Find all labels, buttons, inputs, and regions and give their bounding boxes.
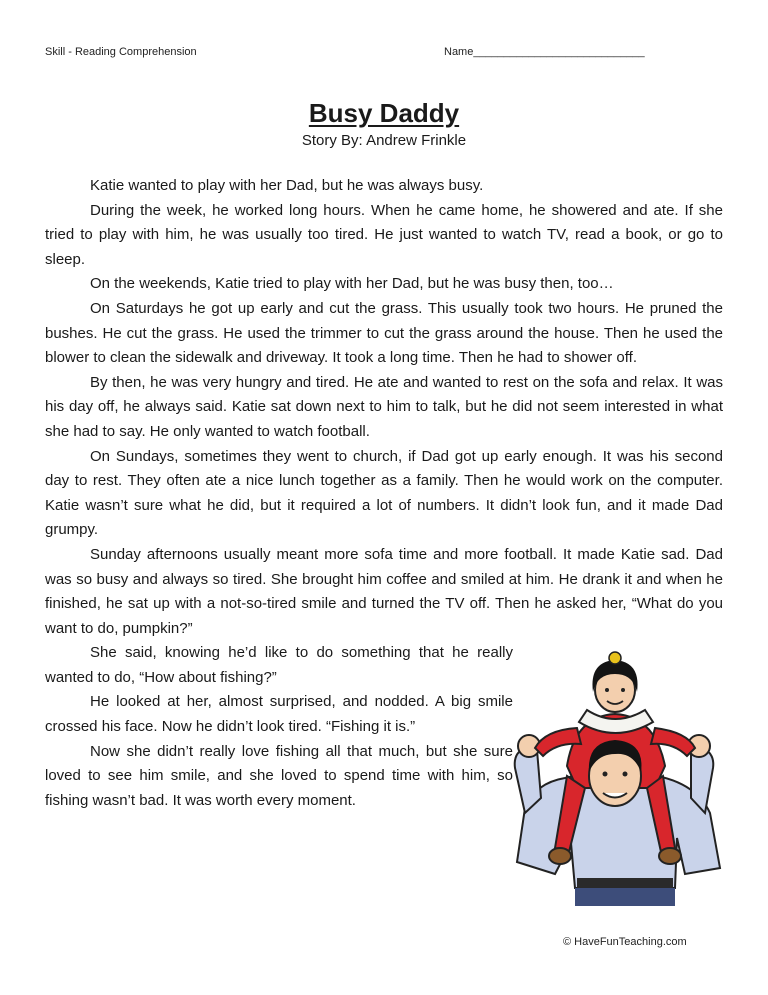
- story-paragraph: During the week, he worked long hours. When he came home, he showered and ate. If she tried to play with him, he was usually too tired. He just wanted to watch TV, read a book, or go to sleep.: [45, 201, 723, 268]
- father-daughter-illustration: [505, 648, 727, 906]
- story-paragraph: He looked at her, almost surprised, and nodded. A big smile crossed his face. Now he didn’t look tired. “Fishing it is.”: [45, 693, 513, 736]
- story-paragraph: Sunday afternoons usually meant more sofa time and more football. It made Katie sad. Dad was so busy and always so tired. She brought him coffee and smiled at him. He drank it and when he finished, he sat up with a not-so-tired smile and turned the TV off. Then he asked her, “What do you want to do, pumpkin?”: [45, 545, 723, 637]
- story-paragraph: She said, knowing he’d like to do something that he really wanted to do, “How about fishing?”: [45, 644, 513, 686]
- page-title: Busy Daddy: [308, 98, 460, 128]
- story-paragraph: Katie wanted to play with her Dad, but he was always busy.: [90, 177, 484, 194]
- name-field-label: Name____________________________: [444, 46, 645, 58]
- father-daughter-shoulder-ride-icon: [505, 648, 727, 906]
- story-paragraph: By then, he was very hungry and tired. He ate and wanted to rest on the sofa and relax. It was his day off, he always said. Katie sat down next to him to talk, but he did not seem interested in what she had to say. He only wanted to watch football.: [45, 373, 723, 440]
- story-paragraph: On the weekends, Katie tried to play with her Dad, but he was busy then, too…: [90, 275, 614, 293]
- story-paragraph: On Saturdays he got up early and cut the grass. This usually took two hours. He pruned the bushes. He cut the grass. He used the trimmer to cut the grass around the house. Then he used the blower to clean the sidewalk and driveway. It took a long time. Then he had to shower off.: [45, 299, 723, 367]
- byline: Story By: Andrew Frinkle: [301, 132, 467, 149]
- copyright-footer: © HaveFunTeaching.com: [563, 936, 687, 948]
- skill-label: Skill - Reading Comprehension: [45, 46, 197, 58]
- story-paragraph: On Sundays, sometimes they went to church, if Dad got up early enough. It was his second day to rest. They often ate a nice lunch together as a family. Then he would work on the computer. Katie wasn’t sure what he did, but it required a lot of numbers. It didn’t look fun, and it made Dad grumpy.: [45, 447, 723, 539]
- story-paragraph: Now she didn’t really love fishing all that much, but she sure loved to see him smile, and she loved to spend time with him, so fishing wasn’t bad. It was worth every moment.: [45, 742, 513, 809]
